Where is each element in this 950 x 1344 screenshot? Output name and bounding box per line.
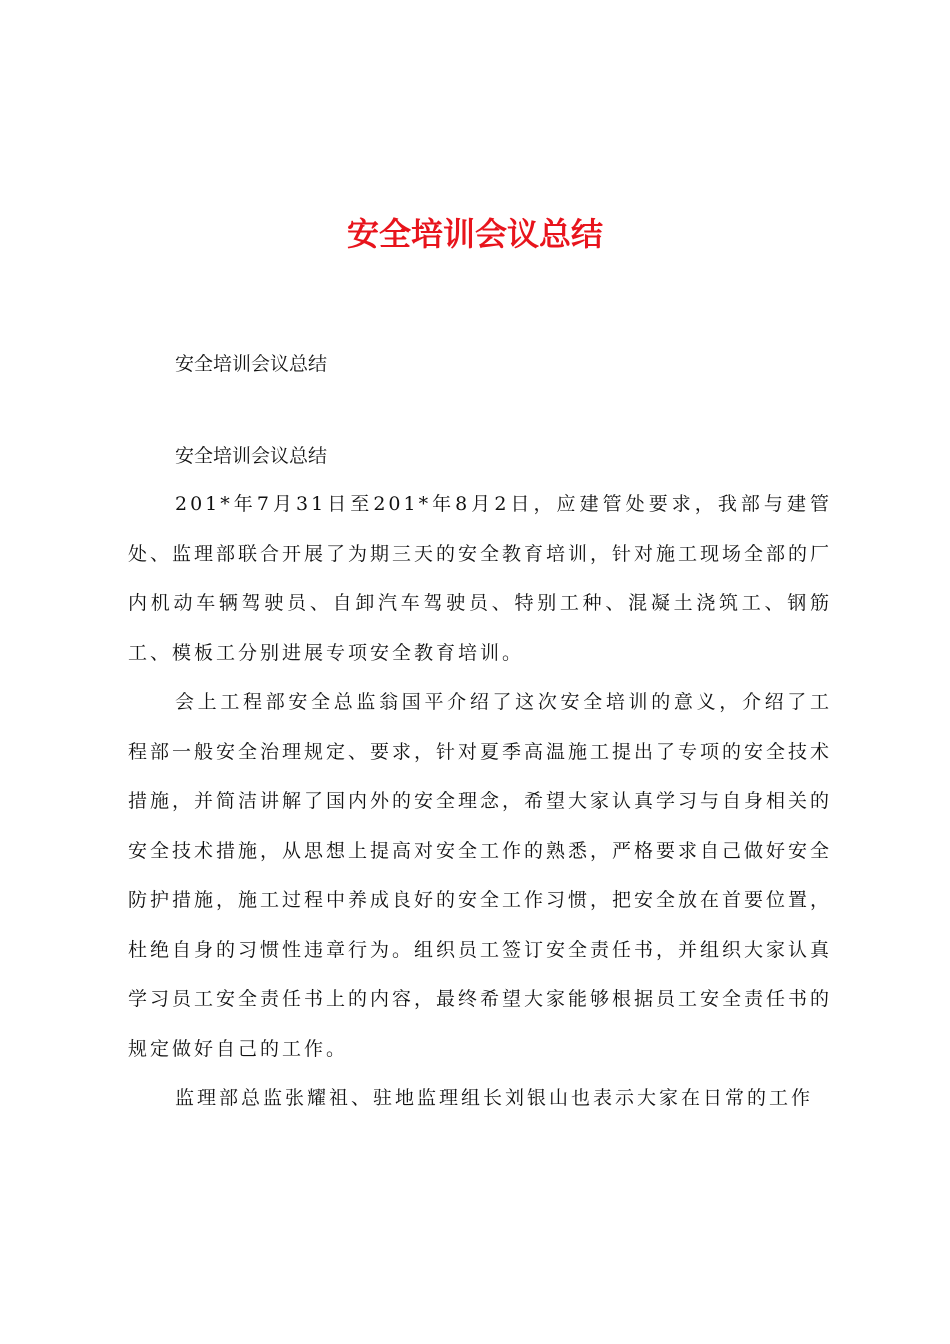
section-heading: 安全培训会议总结 (175, 353, 328, 375)
document-body (128, 340, 832, 1124)
spacer (128, 388, 832, 432)
section-heading: 安全培训会议总结 (175, 445, 328, 467)
paragraph: 监理部总监张耀祖、驻地监理组长刘银山也表示大家在日常的工作 (175, 1087, 814, 1109)
paragraph: 201*年7月31日至201*年8月2日，应建管处要求，我部与建管处、监理部联合开展了为期三天的安全教育培训，针对施工现场全部的厂内机动车辆驾驶员、自卸汽车驾驶员、特别工种、混凝土浇筑工、钢筋工、模板工分别进展专项安全教育培训。 (128, 493, 833, 664)
document-title: 安全培训会议总结 (346, 215, 603, 253)
paragraph: 会上工程部安全总监翁国平介绍了这次安全培训的意义，介绍了工程部一般安全治理规定、要求，针对夏季高温施工提出了专项的安全技术措施，并简洁讲解了国内外的安全理念，希望大家认真学习与自身相关的安全技术措施，从思想上提高对安全工作的熟悉，严格要求自己做好安全防护措施，施工过程中养成良好的安全工作习惯，把安全放在首要位置，杜绝自身的习惯性违章行为。组织员工签订安全责任书，并组织大家认真学习员工安全责任书上的内容，最终希望大家能够根据员工安全责任书的规定做好自己的工作。 (128, 691, 833, 1060)
